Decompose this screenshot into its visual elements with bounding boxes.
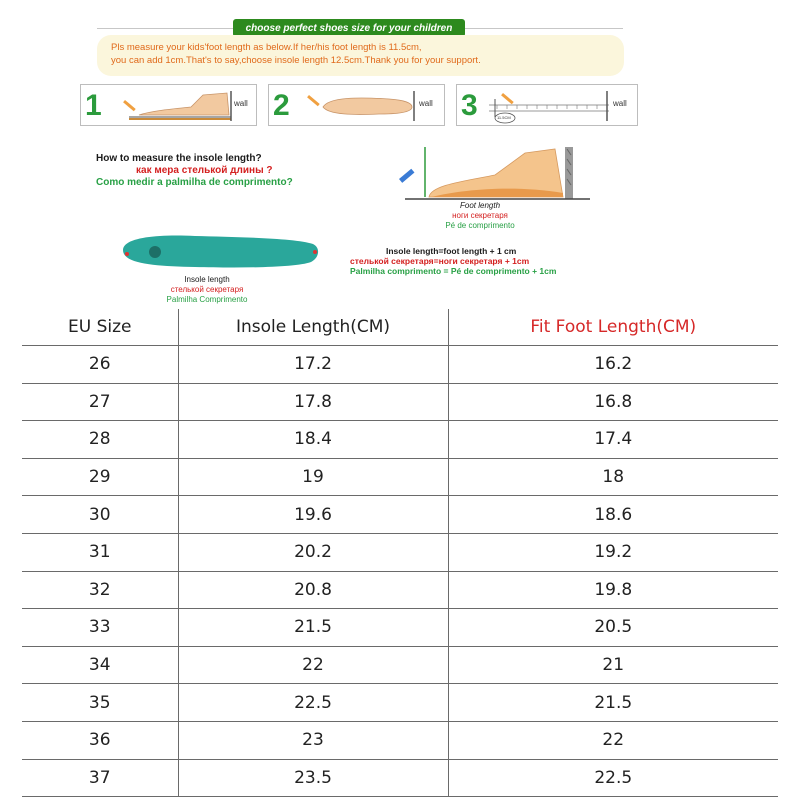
cell-insole-length: 17.8 <box>178 383 448 421</box>
cell-insole-length: 23 <box>178 721 448 759</box>
foot-caption-russian: ноги секретаря <box>452 211 508 220</box>
cell-eu-size: 33 <box>22 609 178 647</box>
cell-insole-length: 22 <box>178 646 448 684</box>
table-row <box>22 421 778 459</box>
step-2-number: 2 <box>273 89 290 122</box>
cell-insole-length: 22.5 <box>178 684 448 722</box>
header-divider-right <box>465 28 623 29</box>
cell-foot-length: 20.5 <box>448 609 778 647</box>
insole-caption-russian: стелькой секретаря <box>170 285 244 294</box>
table-row <box>22 609 778 647</box>
step-1-wall-label: wall <box>234 99 248 108</box>
step-2-wall-label: wall <box>419 99 433 108</box>
cell-eu-size: 35 <box>22 684 178 722</box>
table-row <box>22 759 778 797</box>
table-row <box>22 496 778 534</box>
cell-foot-length: 19.2 <box>448 533 778 571</box>
table-row <box>22 458 778 496</box>
table-row <box>22 383 778 421</box>
ruler-measure-illustration <box>457 85 639 127</box>
cell-foot-length: 17.4 <box>448 421 778 459</box>
cell-eu-size: 36 <box>22 721 178 759</box>
cell-eu-size: 26 <box>22 346 178 384</box>
instruction-line-1: Pls measure your kids'foot length as below.If her/his foot length is 11.5cm, <box>111 42 422 53</box>
cell-insole-length: 20.8 <box>178 571 448 609</box>
table-row <box>22 346 778 384</box>
cell-insole-length: 21.5 <box>178 609 448 647</box>
cell-eu-size: 28 <box>22 421 178 459</box>
step-3-panel <box>456 84 638 126</box>
step-1-panel <box>80 84 257 126</box>
step-1-number: 1 <box>85 89 102 122</box>
size-chart-table <box>22 309 778 797</box>
cell-eu-size: 32 <box>22 571 178 609</box>
insole-caption-portuguese: Palmilha Comprimento <box>166 295 248 304</box>
instruction-note <box>97 35 624 76</box>
cell-eu-size: 27 <box>22 383 178 421</box>
table-row <box>22 646 778 684</box>
cell-foot-length: 18 <box>448 458 778 496</box>
how-to-english: How to measure the insole length? <box>96 153 262 164</box>
how-to-portuguese: Como medir a palmilha de comprimento? <box>96 177 293 188</box>
table-row <box>22 684 778 722</box>
insole-formula <box>350 246 556 276</box>
step-3-wall-label: wall <box>613 99 627 108</box>
insole-illustration <box>115 230 325 275</box>
step-3-number: 3 <box>461 89 478 122</box>
insole-caption-english: Insole length <box>184 275 230 284</box>
foot-caption-english: Foot length <box>459 201 501 210</box>
cell-insole-length: 20.2 <box>178 533 448 571</box>
formula-portuguese: Palmilha comprimento = Pé de comprimento + 1cm <box>350 266 557 276</box>
step-2-panel <box>268 84 445 126</box>
foot-on-ruler-illustration <box>81 85 258 127</box>
cell-foot-length: 22 <box>448 721 778 759</box>
cell-eu-size: 31 <box>22 533 178 571</box>
header-banner: choose perfect shoes size for your children <box>233 19 465 37</box>
table-header-row <box>22 309 778 346</box>
cell-eu-size: 37 <box>22 759 178 797</box>
table-row <box>22 533 778 571</box>
cell-foot-length: 21.5 <box>448 684 778 722</box>
foot-length-caption <box>425 201 535 231</box>
table-row <box>22 571 778 609</box>
cell-foot-length: 19.8 <box>448 571 778 609</box>
cell-foot-length: 18.6 <box>448 496 778 534</box>
formula-russian: стелькой секретаря=ноги секретаря + 1cm <box>350 256 530 266</box>
cell-insole-length: 17.2 <box>178 346 448 384</box>
cell-foot-length: 21 <box>448 646 778 684</box>
how-to-measure-text <box>96 153 293 189</box>
table-row <box>22 721 778 759</box>
foot-length-illustration <box>395 145 595 205</box>
foot-caption-portuguese: Pé de comprimento <box>445 221 515 230</box>
header-eu-size: EU Size <box>22 309 178 346</box>
cell-insole-length: 19 <box>178 458 448 496</box>
how-to-russian: как мера стелькой длины ? <box>136 165 273 176</box>
insole-length-caption <box>132 275 282 305</box>
header-insole-length: Insole Length(CM) <box>178 309 448 346</box>
cell-insole-length: 18.4 <box>178 421 448 459</box>
cell-eu-size: 34 <box>22 646 178 684</box>
cell-insole-length: 23.5 <box>178 759 448 797</box>
instruction-line-2: you can add 1cm.That's to say,choose insole length 12.5cm.Thank you for your support. <box>111 55 481 66</box>
header-divider-left <box>97 28 233 29</box>
cell-foot-length: 16.2 <box>448 346 778 384</box>
measure-badge: 11.5CM <box>497 115 511 120</box>
cell-foot-length: 16.8 <box>448 383 778 421</box>
header-fit-foot-length: Fit Foot Length(CM) <box>448 309 778 346</box>
cell-insole-length: 19.6 <box>178 496 448 534</box>
formula-english: Insole length=foot length + 1 cm <box>386 246 517 256</box>
cell-foot-length: 22.5 <box>448 759 778 797</box>
cell-eu-size: 30 <box>22 496 178 534</box>
cell-eu-size: 29 <box>22 458 178 496</box>
